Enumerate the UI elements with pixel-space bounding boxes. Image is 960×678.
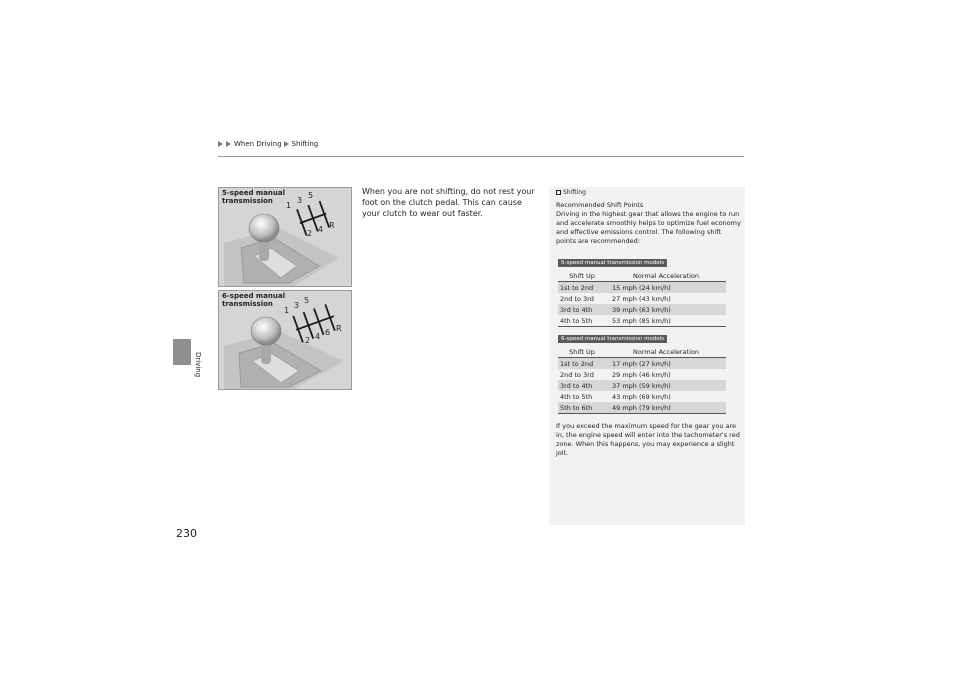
gear-label: 5 [304,296,310,305]
cell-shift: 2nd to 3rd [560,370,594,379]
column-header-normal-acceleration: Normal Acceleration [606,347,726,358]
cell-shift: 3rd to 4th [558,380,606,391]
sidebar-intro: Driving in the highest gear that allows the engine to run and accelerate smoothly helps to optimize fuel economy and effective emissions control. The following shift points are recommended: [556,210,741,245]
model-badge-6-speed: 6-speed manual transmission models [558,335,667,343]
table-row [558,402,726,414]
cell-shift: 3rd to 4th [558,304,606,315]
cell-speed: 53 mph (85 km/h) [606,315,726,327]
reference-icon [556,190,561,195]
figure-label: 5-speed manual transmission [222,189,286,205]
cell-speed: 37 mph (59 km/h) [606,380,726,391]
figure-6-speed-shifter [218,290,352,390]
sidebar-title: Recommended Shift Points [556,201,644,209]
chapter-tab-label-wrap [192,352,202,392]
chapter-tab-label: Driving [194,352,202,378]
shifting-sidebar [549,187,745,525]
header-rule [218,156,744,157]
cell-shift: 5th to 6th [558,402,606,414]
breadcrumb [218,140,318,148]
breadcrumb-arrow-icon [226,141,231,147]
cell-speed: 43 mph (69 km/h) [612,392,671,401]
cell-shift: 4th to 5th [560,392,593,401]
gear-label: 5 [308,191,314,200]
table-row [558,293,726,304]
sidebar-heading-text: Shifting [563,189,586,196]
model-badge-5-speed: 5-speed manual transmission models [558,259,667,267]
cell-shift: 1st to 2nd [558,282,606,294]
table-row [558,315,726,327]
cell-speed: 27 mph (43 km/h) [612,294,671,303]
breadcrumb-arrow-icon [284,141,289,147]
sidebar-heading [556,189,586,196]
cell-speed: 29 mph (46 km/h) [612,370,671,379]
breadcrumb-arrow-icon [218,141,223,147]
page-number: 230 [176,527,197,540]
figure-label: 6-speed manual transmission [222,292,286,308]
table-row [558,369,726,380]
table-row [558,380,726,391]
gear-label: 2 [307,229,313,238]
table-row [558,391,726,402]
gear-label: 1 [286,201,292,210]
shift-points-table-5-speed [558,271,726,327]
gear-label: 4 [315,332,321,341]
chapter-tab[interactable] [173,339,191,365]
cell-speed: 49 mph (79 km/h) [606,402,726,414]
table-row [558,358,726,370]
table-row [558,304,726,315]
column-header-shift-up: Shift Up [558,347,606,358]
gear-label: 3 [297,196,303,205]
gear-label: R [329,221,335,230]
gear-label: 4 [318,225,324,234]
cell-speed: 15 mph (24 km/h) [606,282,726,294]
column-header-shift-up: Shift Up [558,271,606,282]
shift-points-table-6-speed [558,347,726,414]
cell-shift: 4th to 5th [558,315,606,327]
cell-speed: 17 mph (27 km/h) [606,358,726,370]
cell-shift: 1st to 2nd [558,358,606,370]
gear-label: 6 [325,328,331,337]
breadcrumb-item-shifting[interactable]: Shifting [291,140,319,148]
gear-label: 1 [284,306,290,315]
cell-speed: 39 mph (63 km/h) [606,304,726,315]
figure-5-speed-shifter [218,187,352,287]
sidebar-outro: If you exceed the maximum speed for the gear you are in, the engine speed will enter into the tachometer's red zone. When this happens, you may experience a slight jolt. [556,422,740,457]
gear-label: 2 [305,336,311,345]
column-header-normal-acceleration: Normal Acceleration [606,271,726,282]
body-paragraph: When you are not shifting, do not rest your foot on the clutch pedal. This can cause your clutch to wear out faster. [362,187,535,218]
table-row [558,282,726,294]
breadcrumb-item-when-driving[interactable]: When Driving [234,140,282,148]
cell-shift: 2nd to 3rd [560,294,594,303]
gear-label: 3 [294,301,300,310]
gear-label: R [336,324,342,333]
